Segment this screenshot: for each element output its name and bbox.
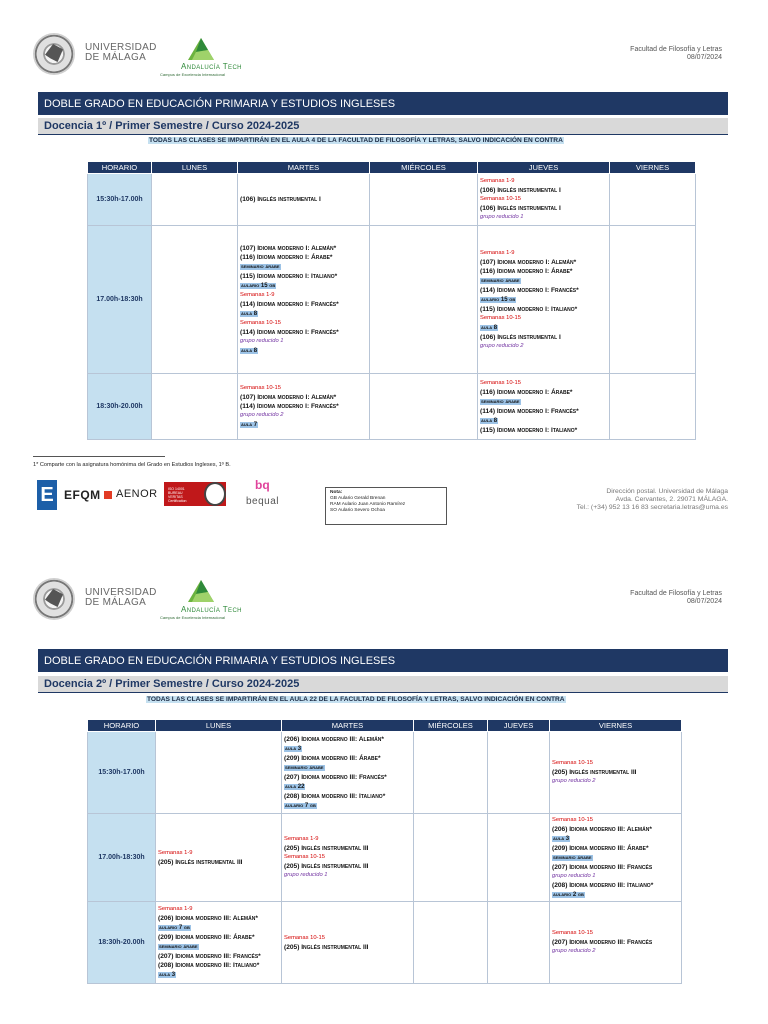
weeks-label: Semanas 10-15 (240, 384, 281, 391)
weeks-label: Semanas 10-15 (284, 854, 325, 860)
cell-jueves (488, 814, 550, 902)
group-label: grupo reducido 1 (240, 337, 284, 344)
cell-martes (238, 226, 370, 374)
cell-viernes (550, 814, 682, 902)
course-label: (206) Idioma moderno III: Alemán* (158, 915, 258, 922)
cell-lunes (152, 226, 238, 374)
weeks-label: Semanas 10-15 (480, 314, 521, 321)
bequal-logo: bequal (246, 496, 280, 507)
footnote-divider (33, 456, 165, 457)
table-row (88, 226, 696, 374)
course-label: (209) Idioma moderno III: Árabe* (552, 844, 649, 852)
room-label: seminario árabe (481, 277, 520, 284)
andalucia-tech-name: Andalucía Tech (181, 605, 242, 614)
column-header: MARTES (282, 720, 414, 732)
room-label: aula 3 (159, 972, 176, 978)
weeks-label: Semanas 1-9 (480, 178, 515, 184)
group-label: grupo reducido 1 (552, 872, 596, 879)
cell-martes (282, 902, 414, 984)
column-header: JUEVES (478, 162, 610, 174)
table-row (88, 174, 696, 226)
room-label: aula 3 (553, 835, 570, 842)
course-label: (207) Idioma moderno III: Francés* (158, 953, 261, 960)
page-subtitle: Docencia 1º / Primer Semestre / Curso 2024-2025 (38, 118, 728, 135)
column-header: HORARIO (88, 720, 156, 732)
room-label: seminario árabe (285, 764, 324, 771)
room-label: seminario árabe (241, 263, 280, 270)
cell-lunes (156, 732, 282, 814)
room-label: aulario 15 gb (481, 296, 516, 303)
cell-lunes (152, 374, 238, 440)
bequal-mark-icon: bq (255, 478, 270, 492)
footnote: 1* Comparte con la asignatura homónima del Grado en Estudios Ingleses, 1º B. (33, 462, 231, 468)
weeks-label: Semanas 10-15 (552, 930, 593, 936)
cell-viernes (610, 174, 696, 226)
cell-martes (282, 732, 414, 814)
course-label: (207) Idioma moderno III: Francés* (284, 773, 387, 781)
room-label: aulario 2 gb (553, 891, 584, 898)
group-label: grupo reducido 2 (480, 342, 524, 349)
room-label: aulario 15 gb (241, 282, 276, 289)
cell-jueves (478, 226, 610, 374)
time-slot: 18:30h-20.00h (88, 902, 156, 984)
course-label: (116) Idioma moderno I: Árabe* (480, 267, 573, 275)
room-label: aulario 7 gb (285, 802, 316, 809)
aenor-logo: AENOR (116, 488, 158, 500)
column-header: MIÉRCOLES (370, 162, 478, 174)
course-label: (114) Idioma moderno I: Francés* (240, 328, 339, 336)
column-header: VIERNES (610, 162, 696, 174)
e-logo-icon: E (37, 480, 57, 510)
time-slot: 15:30h-17.00h (88, 174, 152, 226)
course-label: (114) Idioma moderno I: Francés* (240, 402, 339, 410)
course-label: (209) Idioma moderno III: Árabe* (158, 934, 255, 941)
page-subtitle: Docencia 2º / Primer Semestre / Curso 2024-2025 (38, 676, 728, 693)
cell-miercoles (414, 732, 488, 814)
group-label: grupo reducido 2 (240, 411, 284, 418)
course-label: (106) Inglés instrumental I (480, 333, 561, 341)
cell-miercoles (370, 374, 478, 440)
page-title: DOBLE GRADO EN EDUCACIÓN PRIMARIA Y ESTUDIOS INGLESES (38, 92, 728, 115)
course-label: (114) Idioma moderno I: Francés* (480, 286, 579, 294)
time-slot: 17.00h-18:30h (88, 226, 152, 374)
weeks-label: Semanas 10-15 (480, 196, 521, 202)
cell-jueves (488, 732, 550, 814)
schedule-table (87, 161, 696, 440)
university-name: UNIVERSIDAD DE MÁLAGA (85, 587, 157, 608)
table-header-row (88, 720, 682, 732)
column-header: MARTES (238, 162, 370, 174)
room-label: aula 8 (481, 417, 498, 424)
column-header: LUNES (156, 720, 282, 732)
weeks-label: Semanas 1-9 (240, 291, 275, 298)
cell-viernes (610, 374, 696, 440)
schedule-table (87, 719, 682, 984)
course-label: (205) Inglés instrumental III (284, 845, 369, 852)
postal-address: Dirección postal. Universidad de Málaga Avda. Cervantes, 2. 29071 MÁLAGA. Tel.: (+34) 952 13 16 83 secretaria.letras@uma.es (576, 488, 728, 511)
course-label: (205) Inglés instrumental III (284, 943, 369, 951)
course-label: (107) Idioma moderno I: Alemán* (480, 258, 577, 266)
table-row (88, 902, 682, 984)
classroom-note: TODAS LAS CLASES SE IMPARTIRÁN EN EL AULA 22 DE LA FACULTAD DE FILOSOFÍA Y LETRAS, SALVO INDICACIÓN EN CONTRA (147, 696, 565, 703)
course-label: (207) Idioma moderno III: Francés (552, 939, 653, 946)
aenor-square-icon (104, 491, 112, 499)
course-label: (106) Inglés instrumental I (480, 205, 561, 212)
weeks-label: Semanas 1-9 (158, 849, 193, 856)
university-seal-icon (33, 578, 75, 620)
weeks-label: Semanas 10-15 (552, 760, 593, 766)
cell-viernes (550, 732, 682, 814)
course-label: (107) Idioma moderno I: Alemán* (240, 244, 337, 252)
time-slot: 17.00h-18:30h (88, 814, 156, 902)
room-label: aula 7 (241, 421, 258, 428)
room-label: aula 3 (285, 745, 302, 752)
course-label: (115) Idioma moderno I: Italiano* (480, 305, 578, 313)
efqm-logo: EFQM (64, 488, 101, 502)
cell-miercoles (414, 902, 488, 984)
time-slot: 18:30h-20.00h (88, 374, 152, 440)
cell-martes (282, 814, 414, 902)
room-label: aula 8 (481, 324, 498, 331)
weeks-label: Semanas 10-15 (552, 816, 593, 823)
column-header: LUNES (152, 162, 238, 174)
column-header: MIÉRCOLES (414, 720, 488, 732)
course-label: (209) Idioma moderno III: Árabe* (284, 754, 381, 762)
cell-viernes (550, 902, 682, 984)
cell-miercoles (370, 174, 478, 226)
weeks-label: Semanas 10-15 (480, 379, 521, 386)
andalucia-tech-subtitle: Campus de Excelencia Internacional (160, 615, 225, 620)
course-label: (116) Idioma moderno I: Árabe* (480, 388, 573, 396)
cell-lunes (156, 902, 282, 984)
weeks-label: Semanas 1-9 (480, 249, 515, 256)
university-name: UNIVERSIDAD DE MÁLAGA (85, 42, 157, 63)
group-label: grupo reducido 2 (552, 948, 596, 954)
university-seal-icon (33, 33, 75, 75)
course-label: (114) Idioma moderno I: Francés* (480, 407, 579, 415)
bureau-veritas-seal-icon (204, 482, 226, 506)
room-label: aula 8 (241, 310, 258, 317)
classroom-note: TODAS LAS CLASES SE IMPARTIRÁN EN EL AULA 4 DE LA FACULTAD DE FILOSOFÍA Y LETRAS, SALVO INDICACIÓN EN CONTRA (149, 137, 563, 144)
faculty-header: Facultad de Filosofía y Letras 08/07/2024 (630, 590, 722, 605)
cell-miercoles (370, 226, 478, 374)
cell-miercoles (414, 814, 488, 902)
column-header: JUEVES (488, 720, 550, 732)
room-label: seminario árabe (159, 944, 198, 950)
course-label: (106) Inglés instrumental I (240, 196, 321, 203)
cell-jueves (478, 174, 610, 226)
weeks-label: Semanas 1-9 (158, 906, 193, 912)
course-label: (114) Idioma moderno I: Francés* (240, 300, 339, 308)
cell-lunes (152, 174, 238, 226)
course-label: (107) Idioma moderno I: Alemán* (240, 393, 337, 401)
group-label: grupo reducido 2 (552, 778, 596, 784)
table-header-row (88, 162, 696, 174)
table-row (88, 732, 682, 814)
course-label: (206) Idioma moderno III: Alemán* (552, 825, 652, 833)
table-row (88, 814, 682, 902)
cell-jueves (478, 374, 610, 440)
weeks-label: Semanas 1-9 (284, 836, 319, 842)
course-label: (205) Inglés instrumental III (284, 863, 369, 870)
weeks-label: Semanas 10-15 (284, 934, 325, 941)
course-label: (116) Idioma moderno I: Árabe* (240, 253, 333, 261)
cell-lunes (156, 814, 282, 902)
cell-martes (238, 374, 370, 440)
group-label: grupo reducido 1 (284, 872, 328, 878)
course-label: (206) Idioma moderno III: Alemán* (284, 735, 384, 743)
cell-jueves (488, 902, 550, 984)
course-label: (205) Inglés instrumental III (158, 858, 243, 866)
certification-badge-text: ISO 14001 BUREAU VERITAS Certification (168, 487, 187, 503)
course-label: (208) Idioma moderno III: Italiano* (552, 881, 654, 889)
cell-martes (238, 174, 370, 226)
group-label: grupo reducido 1 (480, 214, 524, 220)
andalucia-tech-name: Andalucía Tech (181, 62, 242, 71)
room-label: aula 22 (285, 783, 305, 790)
column-header: HORARIO (88, 162, 152, 174)
table-row (88, 374, 696, 440)
room-label: seminario árabe (553, 854, 592, 861)
room-label: seminario árabe (481, 398, 520, 405)
classroom-legend: Nota: GB Aulario Gerald Brenan RAM Aulario Juan Antonio Ramírez SO Aulario Severo Ochoa (325, 487, 447, 525)
faculty-header: Facultad de Filosofía y Letras 08/07/2024 (630, 46, 722, 61)
course-label: (208) Idioma moderno III: Italiano* (158, 962, 260, 969)
andalucia-tech-logo-icon (188, 580, 214, 602)
time-slot: 15:30h-17.00h (88, 732, 156, 814)
course-label: (208) Idioma moderno III: Italiano* (284, 792, 386, 800)
course-label: (207) Idioma moderno III: Francés (552, 863, 653, 871)
page-title: DOBLE GRADO EN EDUCACIÓN PRIMARIA Y ESTUDIOS INGLESES (38, 649, 728, 672)
column-header: VIERNES (550, 720, 682, 732)
course-label: (115) Idioma moderno I: Italiano* (240, 272, 338, 280)
room-label: aula 8 (241, 347, 258, 354)
weeks-label: Semanas 10-15 (240, 319, 281, 326)
course-label: (106) Inglés instrumental I (480, 187, 561, 194)
course-label: (205) Inglés instrumental III (552, 769, 637, 776)
cell-viernes (610, 226, 696, 374)
andalucia-tech-subtitle: Campus de Excelencia Internacional (160, 72, 225, 77)
course-label: (115) Idioma moderno I: Italiano* (480, 426, 578, 434)
andalucia-tech-logo-icon (188, 38, 214, 60)
room-label: aulario 7 gb (159, 925, 190, 931)
